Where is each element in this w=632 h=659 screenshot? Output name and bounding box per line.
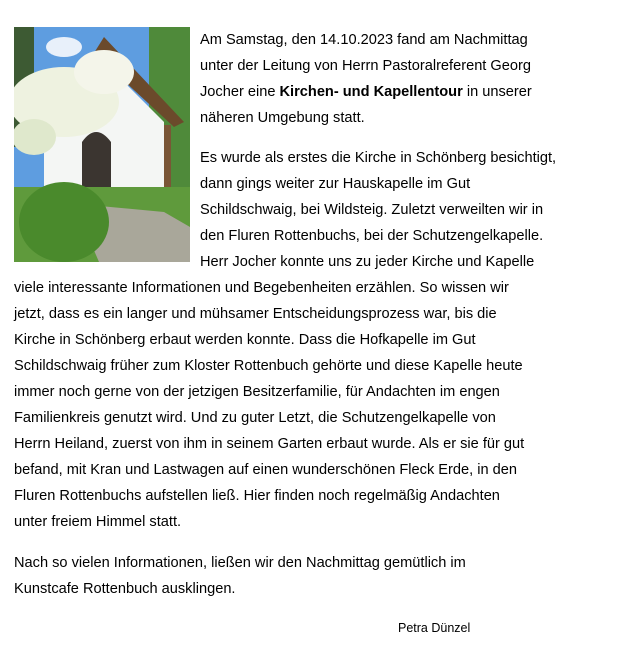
text: in unserer (462, 84, 532, 100)
signature: Petra Dünzel (398, 621, 471, 635)
paragraph2-line: Schildschwaig früher zum Kloster Rottenbuch gehörte und diese Kapelle heute (14, 358, 523, 374)
paragraph1-line: Am Samstag, den 14.10.2023 fand am Nachmittag (200, 32, 528, 48)
text: Jocher eine (200, 84, 280, 100)
paragraph2-line: Fluren Rottenbuchs aufstellen ließ. Hier finden noch regelmäßig Andachten (14, 488, 500, 504)
paragraph2-line: dann gings weiter zur Hauskapelle im Gut (200, 176, 471, 192)
paragraph1-line: näheren Umgebung statt. (200, 110, 365, 126)
paragraph2-line: befand, mit Kran und Lastwagen auf einen wunderschönen Fleck Erde, in den (14, 462, 517, 478)
paragraph2-line: Schildschwaig, bei Wildsteig. Zuletzt verweilten wir in (200, 202, 544, 218)
paragraph3-line: Kunstcafe Rottenbuch ausklingen. (14, 581, 236, 597)
paragraph2-line: Herrn Heiland, zuerst von ihm in seinem Garten erbaut wurde. Als er sie für gut (14, 436, 525, 452)
paragraph1-line: unter der Leitung von Herrn Pastoralreferent Georg (200, 58, 531, 74)
paragraph2-line: immer noch gerne von der jetzigen Besitzerfamilie, für Andachten im engen (14, 384, 500, 400)
paragraph1-line (200, 82, 532, 102)
paragraph2-line: Familienkreis genutzt wird. Und zu guter Letzt, die Schutzengelkapelle von (14, 410, 496, 426)
paragraph2-line: viele interessante Informationen und Begebenheiten erzählen. So wissen wir (14, 280, 509, 296)
paragraph2-line: Kirche in Schönberg erbaut werden konnte. Dass die Hofkapelle im Gut (14, 332, 476, 348)
paragraph3-line: Nach so vielen Informationen, ließen wir den Nachmittag gemütlich im (14, 555, 466, 571)
bold-tour-title: Kirchen- und Kapellentour (279, 84, 463, 100)
paragraph2-line: Es wurde als erstes die Kirche in Schönberg besichtigt, (200, 150, 557, 166)
paragraph2-line: Herr Jocher konnte uns zu jeder Kirche und Kapelle (200, 254, 535, 270)
paragraph2-line: den Fluren Rottenbuchs, bei der Schutzengelkapelle. (200, 228, 544, 244)
paragraph2-line: unter freiem Himmel statt. (14, 514, 182, 530)
chapel-photo (14, 27, 190, 262)
paragraph2-line: jetzt, dass es ein langer und mühsamer Entscheidungsprozess war, bis die (14, 306, 497, 322)
